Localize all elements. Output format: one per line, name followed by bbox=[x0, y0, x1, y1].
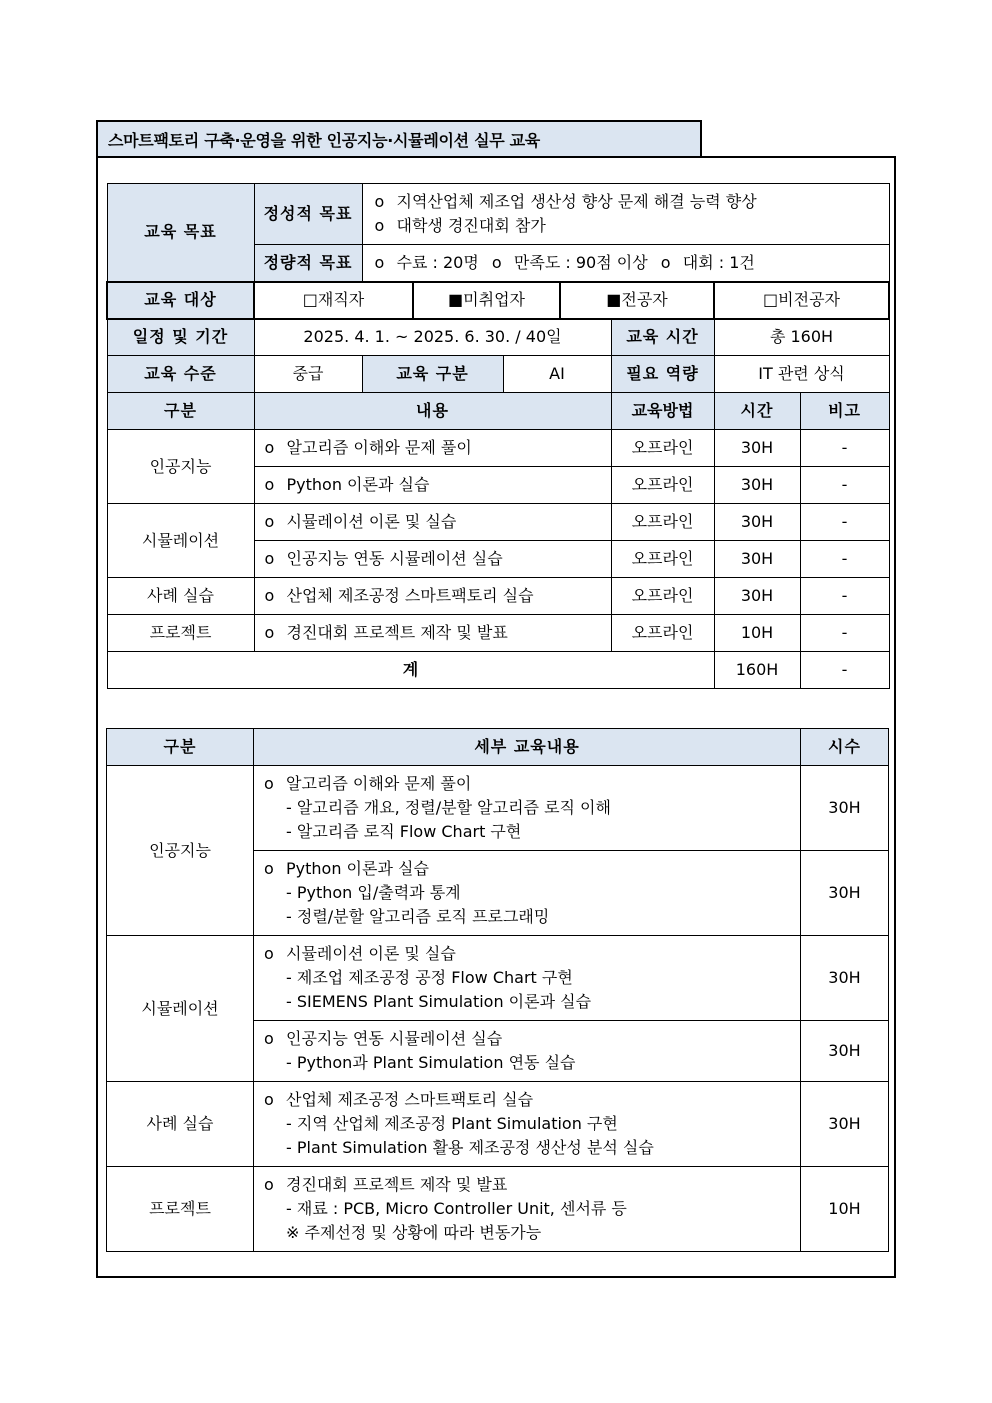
details-category: 사례 실습 bbox=[107, 1082, 254, 1167]
curriculum-time: 30H bbox=[714, 467, 800, 504]
curriculum-content: o 인공지능 연동 시뮬레이션 실습 bbox=[254, 541, 611, 578]
target-option-unemployed: ■미취업자 bbox=[413, 282, 560, 319]
curriculum-method: 오프라인 bbox=[611, 578, 714, 615]
level-value: 중급 bbox=[254, 356, 362, 393]
details-hours: 30H bbox=[801, 936, 889, 1021]
curriculum-note: - bbox=[800, 615, 889, 652]
curriculum-content: o 경진대회 프로젝트 제작 및 발표 bbox=[254, 615, 611, 652]
curriculum-header-content: 내용 bbox=[254, 393, 611, 430]
curriculum-header-category: 구분 bbox=[107, 393, 254, 430]
qualitative-goal-item: o 지역산업체 제조업 생산성 향상 문제 해결 능력 향상 bbox=[374, 192, 757, 211]
curriculum-content: o 시뮬레이션 이론 및 실습 bbox=[254, 504, 611, 541]
level-label: 교육 수준 bbox=[107, 356, 254, 393]
qualitative-goal-item: o 대학생 경진대회 참가 bbox=[374, 216, 546, 235]
curriculum-header-method: 교육방법 bbox=[611, 393, 714, 430]
table-row bbox=[107, 936, 889, 1021]
curriculum-time: 30H bbox=[714, 541, 800, 578]
details-hours: 30H bbox=[801, 1021, 889, 1082]
total-note: - bbox=[800, 652, 889, 689]
details-category: 인공지능 bbox=[107, 766, 254, 936]
details-hours: 10H bbox=[801, 1167, 889, 1252]
details-hours: 30H bbox=[801, 851, 889, 936]
curriculum-content: o Python 이론과 실습 bbox=[254, 467, 611, 504]
quantitative-goals: o 수료 : 20명 o 만족도 : 90점 이상 o 대회 : 1건 bbox=[362, 245, 889, 282]
target-label: 교육 대상 bbox=[107, 282, 254, 319]
curriculum-note: - bbox=[800, 504, 889, 541]
table-row bbox=[107, 578, 889, 615]
curriculum-method: 오프라인 bbox=[611, 541, 714, 578]
details-hours: 30H bbox=[801, 766, 889, 851]
overview-table bbox=[106, 183, 890, 689]
checkbox-empty-icon: □ bbox=[763, 290, 779, 309]
details-table bbox=[106, 728, 889, 1252]
target-option-non-major: □비전공자 bbox=[714, 282, 889, 319]
details-content: o 산업체 제조공정 스마트팩토리 실습 - 지역 산업체 제조공정 Plant Simulation 구현 - Plant Simulation 활용 제조공정 생산성 분석 실습 bbox=[254, 1082, 801, 1167]
details-header-category: 구분 bbox=[107, 729, 254, 766]
curriculum-category: 프로젝트 bbox=[107, 615, 254, 652]
curriculum-note: - bbox=[800, 541, 889, 578]
hours-value: 총 160H bbox=[714, 319, 889, 356]
curriculum-category: 인공지능 bbox=[107, 430, 254, 504]
schedule-label: 일정 및 기간 bbox=[107, 319, 254, 356]
total-label: 계 bbox=[107, 652, 714, 689]
checkbox-filled-icon: ■ bbox=[448, 290, 464, 309]
table-row bbox=[107, 430, 889, 467]
curriculum-note: - bbox=[800, 578, 889, 615]
skill-value: IT 관련 상식 bbox=[714, 356, 889, 393]
curriculum-header-time: 시간 bbox=[714, 393, 800, 430]
details-category: 프로젝트 bbox=[107, 1167, 254, 1252]
details-category: 시뮬레이션 bbox=[107, 936, 254, 1082]
details-content: o 시뮬레이션 이론 및 실습 - 제조업 제조공정 공정 Flow Chart 구현 - SIEMENS Plant Simulation 이론과 실습 bbox=[254, 936, 801, 1021]
curriculum-method: 오프라인 bbox=[611, 504, 714, 541]
qualitative-label: 정성적 목표 bbox=[254, 184, 362, 245]
table-row bbox=[107, 504, 889, 541]
quantitative-label: 정량적 목표 bbox=[254, 245, 362, 282]
hours-label: 교육 시간 bbox=[611, 319, 714, 356]
target-option-major: ■전공자 bbox=[560, 282, 714, 319]
table-row bbox=[107, 1082, 889, 1167]
checkbox-empty-icon: □ bbox=[302, 290, 318, 309]
checkbox-filled-icon: ■ bbox=[606, 290, 622, 309]
total-time: 160H bbox=[714, 652, 800, 689]
curriculum-time: 30H bbox=[714, 504, 800, 541]
total-row bbox=[107, 652, 889, 689]
type-value: AI bbox=[503, 356, 611, 393]
skill-label: 필요 역량 bbox=[611, 356, 714, 393]
goal-label: 교육 목표 bbox=[107, 184, 254, 282]
curriculum-time: 30H bbox=[714, 578, 800, 615]
curriculum-time: 30H bbox=[714, 430, 800, 467]
curriculum-method: 오프라인 bbox=[611, 467, 714, 504]
details-content: o 인공지능 연동 시뮬레이션 실습 - Python과 Plant Simulation 연동 실습 bbox=[254, 1021, 801, 1082]
details-hours: 30H bbox=[801, 1082, 889, 1167]
table-row bbox=[107, 1167, 889, 1252]
curriculum-note: - bbox=[800, 467, 889, 504]
curriculum-category: 사례 실습 bbox=[107, 578, 254, 615]
curriculum-category: 시뮬레이션 bbox=[107, 504, 254, 578]
schedule-value: 2025. 4. 1. ~ 2025. 6. 30. / 40일 bbox=[254, 319, 611, 356]
details-content: o Python 이론과 실습 - Python 입/출력과 통계 - 정렬/분할 알고리즘 로직 프로그래밍 bbox=[254, 851, 801, 936]
qualitative-goals bbox=[362, 184, 889, 245]
curriculum-method: 오프라인 bbox=[611, 430, 714, 467]
curriculum-time: 10H bbox=[714, 615, 800, 652]
curriculum-content: o 산업체 제조공정 스마트팩토리 실습 bbox=[254, 578, 611, 615]
table-row bbox=[107, 766, 889, 851]
details-content: o 경진대회 프로젝트 제작 및 발표 - 재료 : PCB, Micro Controller Unit, 센서류 등 ※ 주제선정 및 상황에 따라 변동가능 bbox=[254, 1167, 801, 1252]
details-header-hours: 시수 bbox=[801, 729, 889, 766]
document-title: 스마트팩토리 구축·운영을 위한 인공지능·시뮬레이션 실무 교육 bbox=[96, 120, 702, 157]
details-header-content: 세부 교육내용 bbox=[254, 729, 801, 766]
curriculum-method: 오프라인 bbox=[611, 615, 714, 652]
curriculum-note: - bbox=[800, 430, 889, 467]
target-option-employed: □재직자 bbox=[254, 282, 413, 319]
curriculum-header-note: 비고 bbox=[800, 393, 889, 430]
details-content: o 알고리즘 이해와 문제 풀이 - 알고리즘 개요, 정렬/분할 알고리즘 로직 이해 - 알고리즘 로직 Flow Chart 구현 bbox=[254, 766, 801, 851]
curriculum-content: o 알고리즘 이해와 문제 풀이 bbox=[254, 430, 611, 467]
type-label: 교육 구분 bbox=[362, 356, 503, 393]
table-row bbox=[107, 615, 889, 652]
